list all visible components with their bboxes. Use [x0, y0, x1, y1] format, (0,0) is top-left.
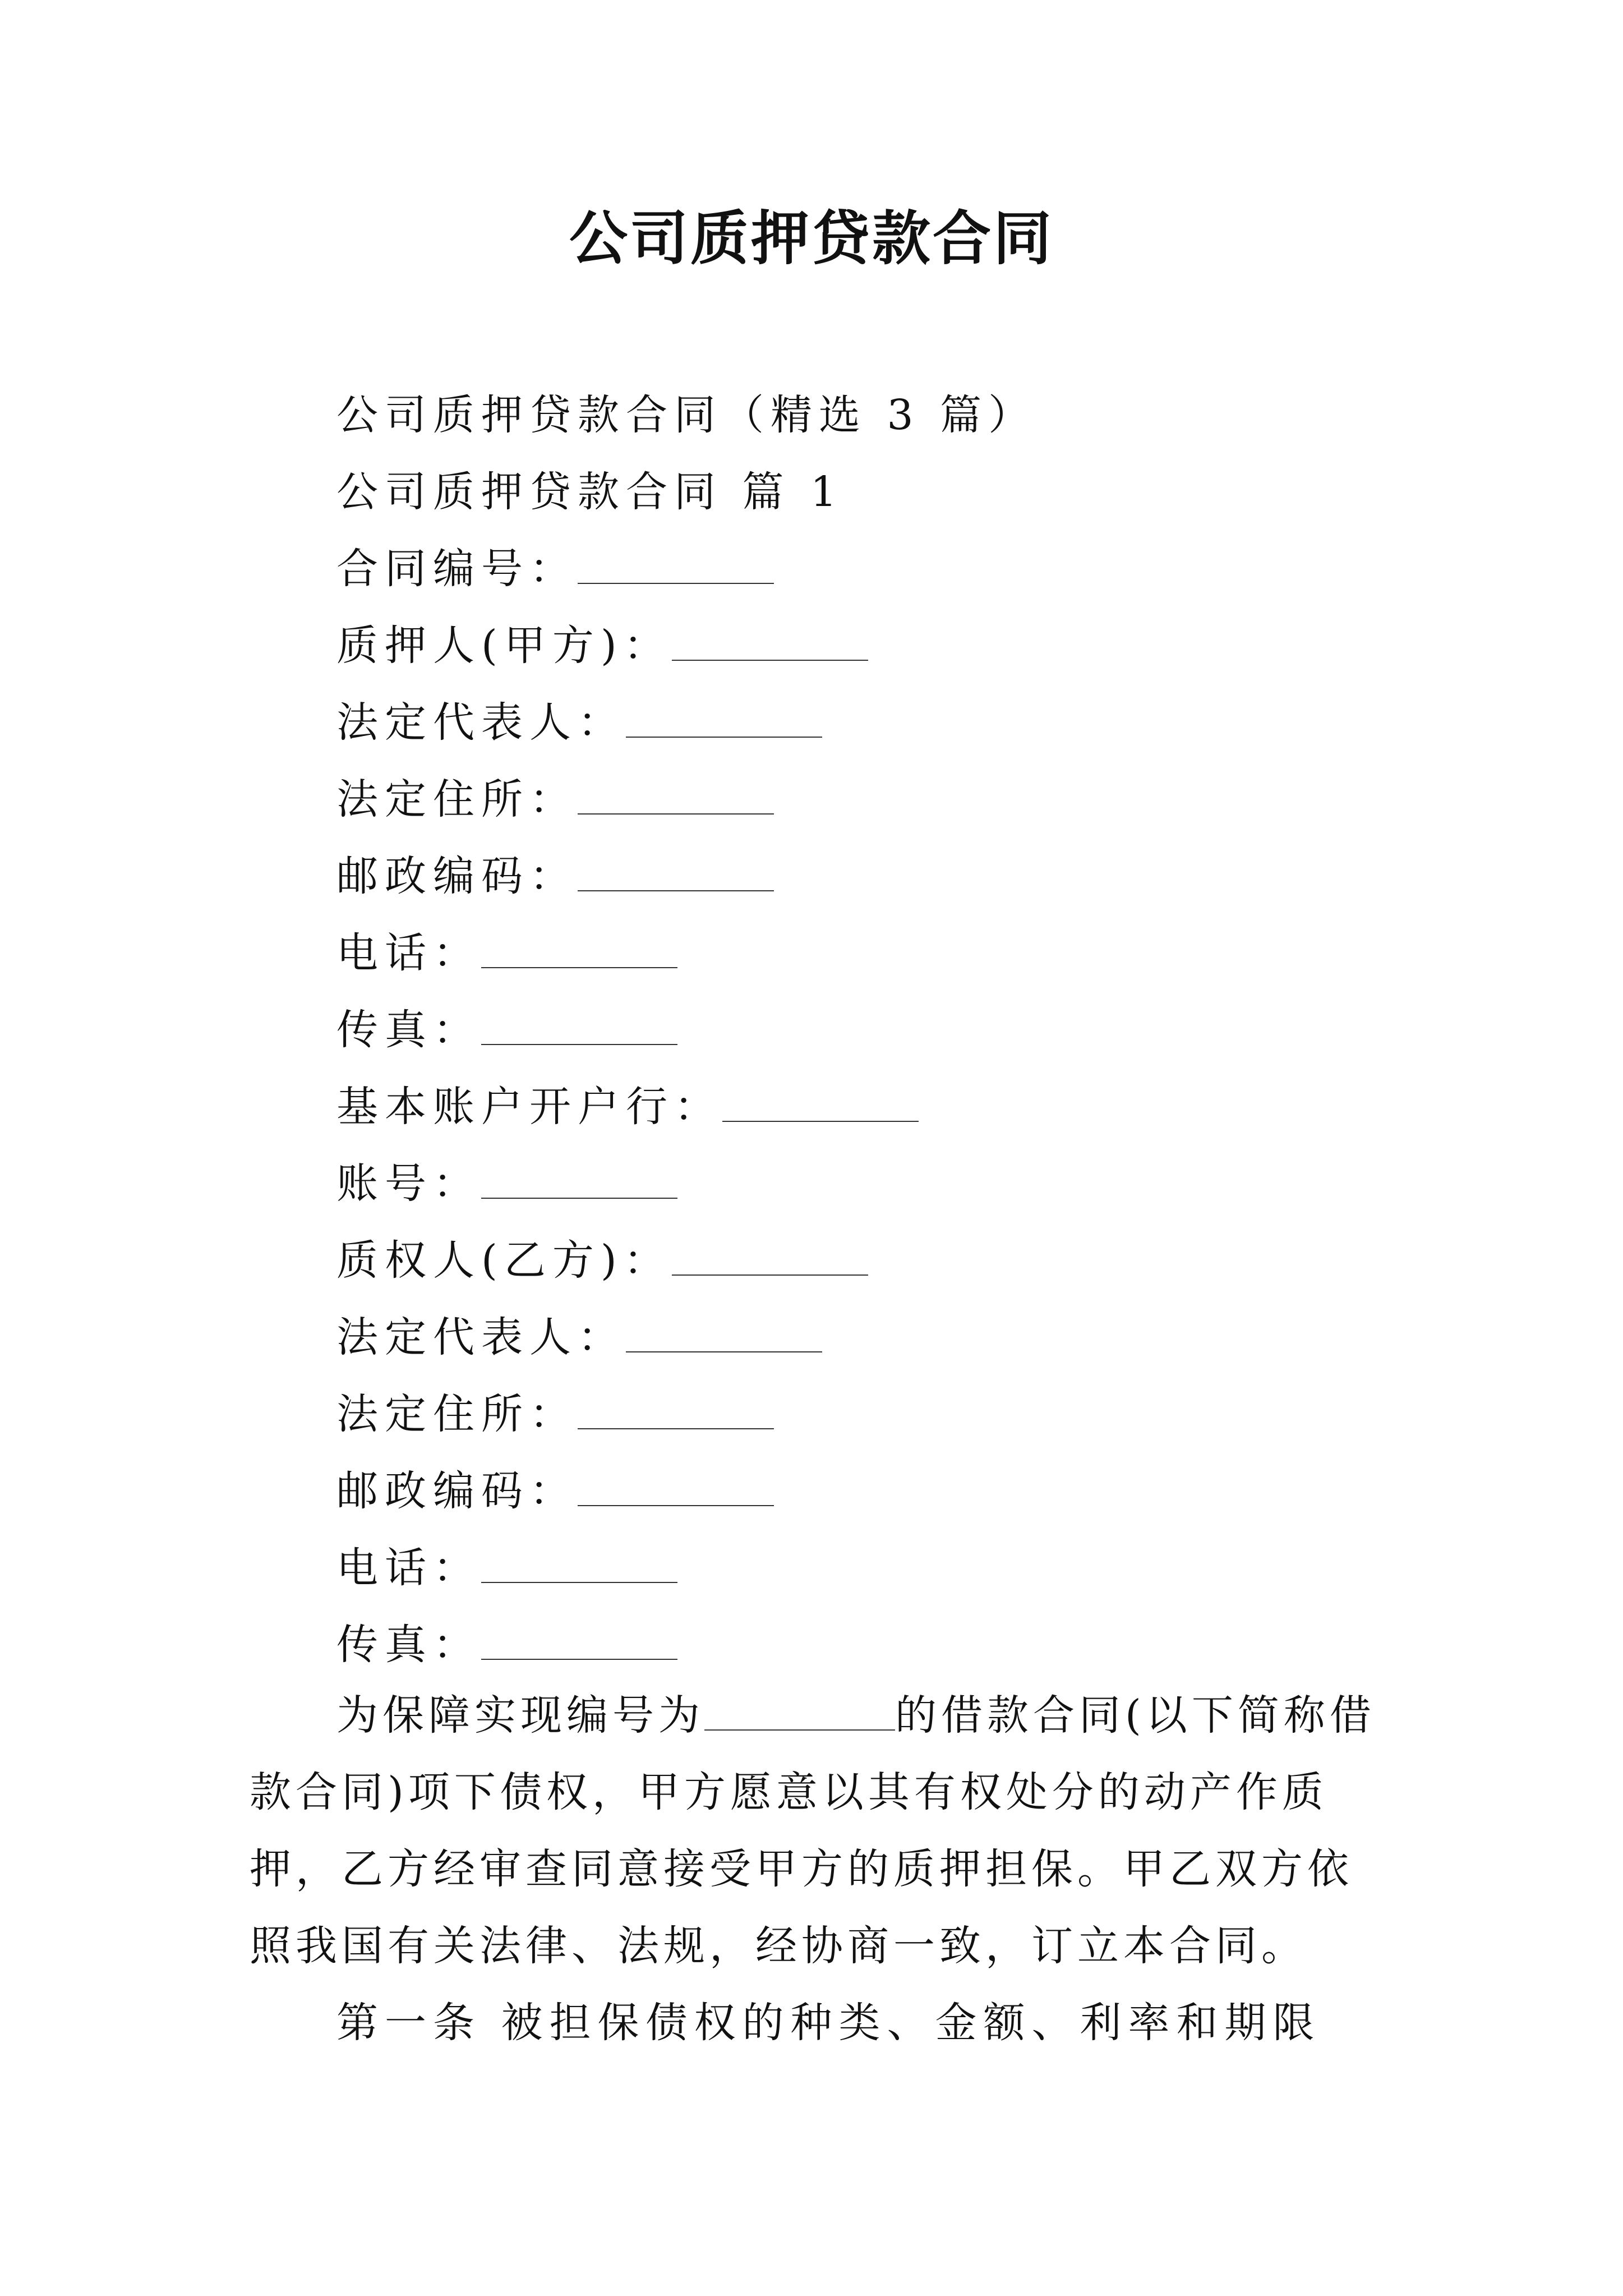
blank-underline [626, 1351, 822, 1352]
paragraph-text-end: 的借款合同(以下简称借款合同)项下债权，甲方愿意以其有权处分的动产作质押，乙方经审查同意接受甲方的质押担保。甲乙双方依照我国有关法律、法规，经协商一致，订立本合同。 [250, 1691, 1376, 1970]
body-paragraph [250, 1677, 1388, 1985]
field-row [336, 915, 1402, 992]
field-label: 邮政编码： [336, 1467, 578, 1515]
blank-underline [626, 737, 822, 738]
field-row [336, 992, 1402, 1069]
field-label: 质押人(甲方)： [336, 622, 672, 670]
blank-underline [481, 1659, 677, 1660]
blank-underline [481, 1198, 677, 1199]
field-label: 合同编号： [336, 545, 578, 593]
field-label: 质权人(乙方)： [336, 1236, 672, 1285]
field-label: 电话： [336, 929, 481, 977]
paragraph-text-start: 为保障实现编号为 [336, 1691, 704, 1740]
field-label: 传真： [336, 1621, 481, 1669]
blank-underline [672, 660, 868, 661]
blank-underline [481, 1044, 677, 1045]
field-label: 传真： [336, 1006, 481, 1054]
field-row [336, 608, 1402, 684]
blank-underline [672, 1274, 868, 1276]
field-label: 法定代表人： [336, 698, 626, 747]
article-heading: 第一条 被担保债权的种类、金额、利率和期限 [336, 1999, 1321, 2047]
blank-underline [578, 1505, 774, 1506]
section-heading: 公司质押贷款合同 篇 1 [336, 468, 844, 516]
field-row [336, 1607, 1402, 1683]
field-row [336, 684, 1402, 761]
field-list [336, 377, 1402, 1683]
subtitle-line: 公司质押贷款合同（精选 3 篇） [336, 391, 1037, 439]
blank-underline [481, 967, 677, 968]
field-row [336, 1453, 1402, 1530]
field-row [336, 838, 1402, 915]
blank-underline [578, 890, 774, 891]
blank-underline [722, 1121, 919, 1122]
field-label: 法定住所： [336, 1390, 578, 1438]
blank-underline [704, 1729, 895, 1731]
field-row [336, 1299, 1402, 1376]
field-row [336, 1145, 1402, 1222]
blank-underline [481, 1582, 677, 1583]
field-row [336, 531, 1402, 608]
field-row [336, 1069, 1402, 1145]
field-row [336, 1530, 1402, 1607]
field-row [336, 1222, 1402, 1299]
field-label: 基本账户开户行： [336, 1083, 722, 1131]
field-row [336, 761, 1402, 838]
blank-underline [578, 813, 774, 815]
field-label: 账号： [336, 1159, 481, 1208]
document-title: 公司质押贷款合同 [569, 204, 1054, 273]
field-label: 法定住所： [336, 775, 578, 823]
blank-underline [578, 1428, 774, 1429]
field-label: 邮政编码： [336, 852, 578, 900]
field-row [336, 1376, 1402, 1453]
field-label: 电话： [336, 1544, 481, 1592]
field-label: 法定代表人： [336, 1313, 626, 1361]
blank-underline [578, 583, 774, 584]
